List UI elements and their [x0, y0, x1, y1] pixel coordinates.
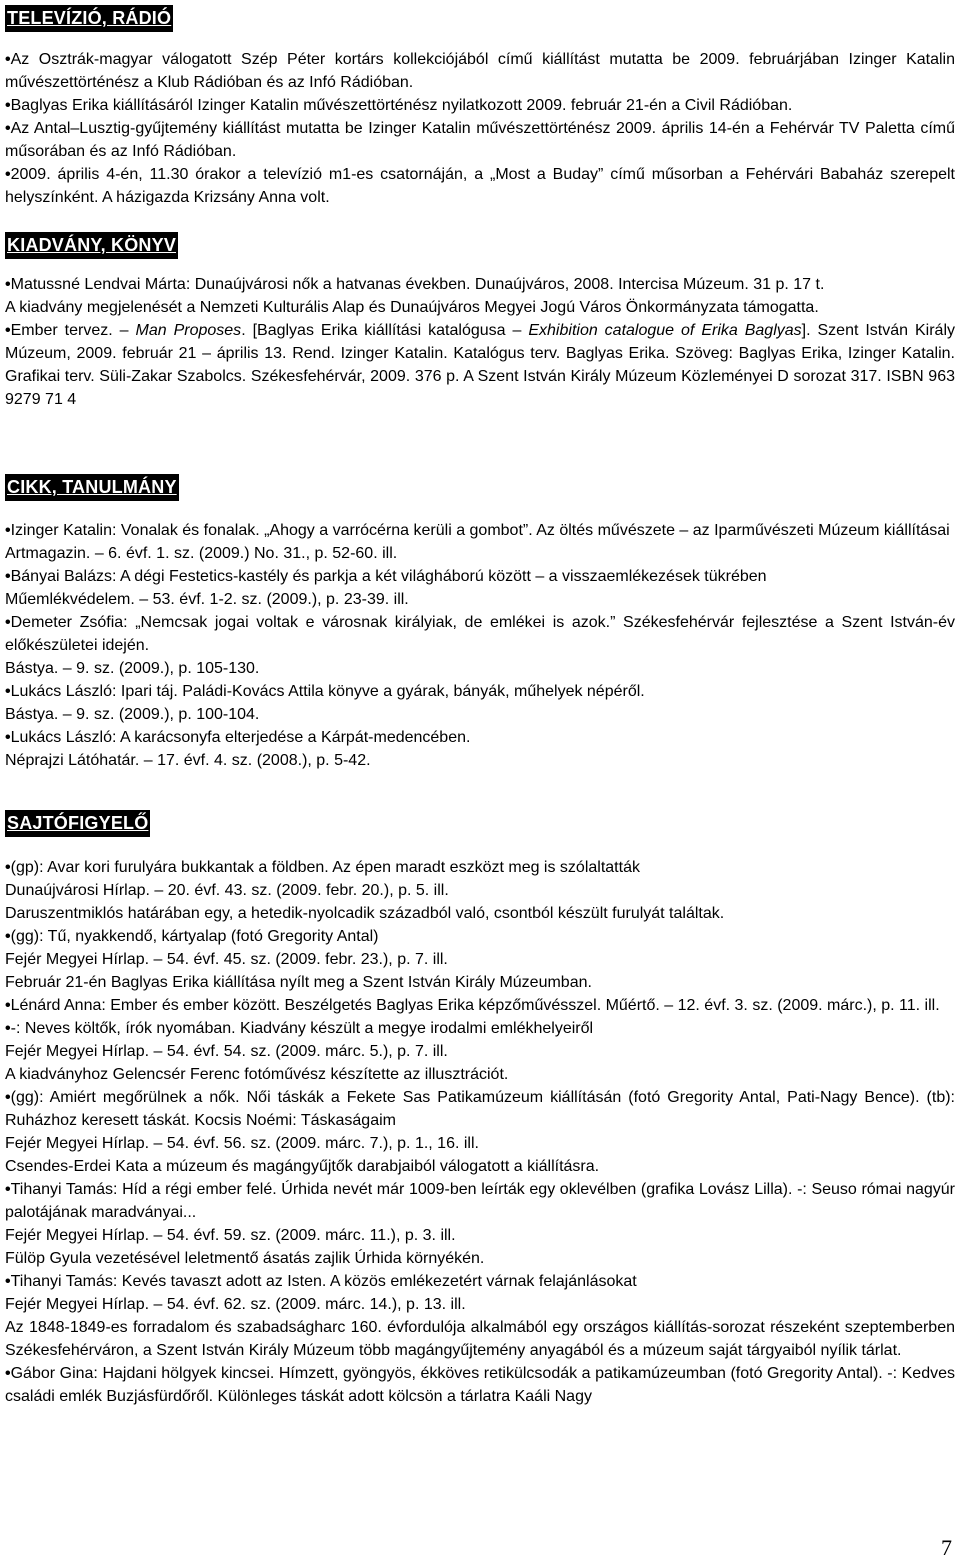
- list-item-detail: Fülöp Gyula vezetésével leletmentő ásatás zajlik Úrhida környékén.: [5, 1250, 485, 1267]
- list-item: • Az Osztrák-magyar válogatott Szép Péter kortárs kollekciójából című kiállítást mutatta be 2009. februárjában Izinger Katalin művészettörténész a Klub Rádióban és az Infó Rádióban.: [5, 48, 955, 94]
- list-item-detail: Dunaújvárosi Hírlap. – 20. évf. 43. sz. (2009. febr. 20.), p. 5. ill.: [5, 882, 449, 899]
- list-item: [5, 319, 955, 411]
- list-item: • Izinger Katalin: Vonalak és fonalak. „Ahogy a varrócérna kerüli a gombot”. Az öltés művészete – az Iparművészeti Múzeum kiállításai: [5, 519, 955, 542]
- publication-list: [5, 273, 955, 411]
- item-text: Ember tervez. –: [10, 322, 136, 339]
- list-item: • -: Neves költők, írók nyomában. Kiadvány készült a megye irodalmi emlékhelyeiről: [5, 1017, 955, 1040]
- list-item-detail: Az 1848-1849-es forradalom és szabadságharc 160. évfordulója alkalmából egy országos kiállítás-sorozat részeként szeptemberben Székesfehérváron, a Szent István Király Múzeum több magángyűjtemény anyagából és a múzeum saját tárgyaiból nyílik tárlat.: [5, 1319, 955, 1359]
- list-item: • Lukács László: A karácsonyfa elterjedése a Kárpát-medencében.: [5, 726, 955, 749]
- section-heading-tv-radio: TELEVÍZIÓ, RÁDIÓ: [5, 5, 173, 32]
- list-item-detail: Február 21-én Baglyas Erika kiállítása nyílt meg a Szent István Király Múzeumban.: [5, 974, 592, 991]
- list-item-detail: Néprajzi Látóhatár. – 17. évf. 4. sz. (2008.), p. 5-42.: [5, 752, 371, 769]
- list-item: • Tihanyi Tamás: Kevés tavaszt adott az Isten. A közös emlékezetért várnak felajánlásokat: [5, 1270, 955, 1293]
- list-item-detail: Csendes-Erdei Kata a múzeum és magángyűjtők darabjaiból válogatott a kiállításra.: [5, 1158, 600, 1175]
- press-list: [5, 856, 955, 1408]
- list-item-note: A kiadvány megjelenését a Nemzeti Kulturális Alap és Dunaújváros Megyei Jogú Város Önkormányzata támogatta.: [5, 299, 819, 316]
- list-item-detail: A kiadványhoz Gelencsér Ferenc fotóművész készítette az illusztrációt.: [5, 1066, 509, 1083]
- list-item: • Baglyas Erika kiállításáról Izinger Katalin művészettörténész nyilatkozott 2009. február 21-én a Civil Rádióban.: [5, 94, 955, 117]
- section-heading-articles: CIKK, TANULMÁNY: [5, 474, 179, 501]
- list-item-detail: Artmagazin. – 6. évf. 1. sz. (2009.) No. 31., p. 52-60. ill.: [5, 545, 398, 562]
- list-item-detail: Fejér Megyei Hírlap. – 54. évf. 56. sz. (2009. márc. 7.), p. 1., 16. ill.: [5, 1135, 479, 1152]
- list-item-detail: Fejér Megyei Hírlap. – 54. évf. 62. sz. (2009. márc. 14.), p. 13. ill.: [5, 1296, 466, 1313]
- list-item: • Lénárd Anna: Ember és ember között. Beszélgetés Baglyas Erika képzőművésszel. Műértő. – 12. évf. 3. sz. (2009. márc.), p. 11. ill.: [5, 994, 955, 1017]
- item-title-italic: Man Proposes: [135, 322, 242, 339]
- list-item: • Tihanyi Tamás: Híd a régi ember felé. Úrhida nevét már 1009-ben leírták egy oklevélben (grafika Lovász Lilla). -: Seuso római nagyúr palotájának maradványai...: [5, 1178, 955, 1224]
- list-item: • (gp): Avar kori furulyára bukkantak a földben. Az épen maradt eszközt meg is szólaltatták: [5, 856, 955, 879]
- list-item: • (gg): Amiért megőrülnek a nők. Női táskák a Fekete Sas Patikamúzeum kiállításán (fotó Gregority Antal, Pati-Nagy Bence). (tb): Ruházhoz keresett táskát. Kocsis Noémi: Táskaságaim: [5, 1086, 955, 1132]
- list-item-detail: Bástya. – 9. sz. (2009.), p. 105-130.: [5, 660, 260, 677]
- item-text: ]. Szent István Király Múzeum, 2009. február 21 – április 13. Rend. Izinger Katalin. Katalógus terv. Baglyas Erika. Szöveg: Baglyas Erika, Izinger Katalin. Grafikai terv. Süli-Zakar Szabolcs. Székesfehérvár, 2009. 376 p. A Szent István Király Múzeum Közleményei D sorozat 317. ISBN 963 9279 71 4: [5, 322, 956, 408]
- list-item: • Az Antal–Lusztig-gyűjtemény kiállítást mutatta be Izinger Katalin művészettörténész 2009. április 14-én a Fehérvár TV Paletta című műsorában és az Infó Rádióban.: [5, 117, 955, 163]
- list-item-detail: Fejér Megyei Hírlap. – 54. évf. 45. sz. (2009. febr. 23.), p. 7. ill.: [5, 951, 448, 968]
- section-heading-press: SAJTÓFIGYELŐ: [5, 810, 150, 837]
- list-item: • (gg): Tű, nyakkendő, kártyalap (fotó Gregority Antal): [5, 925, 955, 948]
- articles-list: [5, 519, 955, 772]
- list-item-detail: Bástya. – 9. sz. (2009.), p. 100-104.: [5, 706, 260, 723]
- list-item: • Gábor Gina: Hajdani hölgyek kincsei. Hímzett, gyöngyös, ékköves retikülcsodák a patikamúzeumban (fotó Gregority Antal). -: Kedves családi emlék Buzjásfürdőről. Különleges táskát adott kölcsön a tárlatra Kaáli Nagy: [5, 1362, 955, 1408]
- list-item: • Matussné Lendvai Márta: Dunaújvárosi nők a hatvanas években. Dunaújváros, 2008. Intercisa Múzeum. 31 p. 17 t.: [5, 273, 955, 296]
- list-item-detail: Fejér Megyei Hírlap. – 54. évf. 59. sz. (2009. márc. 11.), p. 3. ill.: [5, 1227, 456, 1244]
- page-number: 7: [941, 1535, 952, 1560]
- list-item-detail: Műemlékvédelem. – 53. évf. 1-2. sz. (2009.), p. 23-39. ill.: [5, 591, 409, 608]
- list-item: • 2009. április 4-én, 11.30 órakor a televízió m1-es csatornáján, a „Most a Buday” című műsorban a Fehérvári Babaház szerepelt helyszínként. A házigazda Krizsány Anna volt.: [5, 163, 955, 209]
- item-text: . [Baglyas Erika kiállítási katalógusa –: [241, 322, 529, 339]
- list-item: • Bányai Balázs: A dégi Festetics-kastély és parkja a két világháború között – a visszaemlékezések tükrében: [5, 565, 955, 588]
- list-item: • Lukács László: Ipari táj. Paládi-Kovács Attila könyve a gyárak, bányák, műhelyek népéről.: [5, 680, 955, 703]
- item-title-italic: Exhibition catalogue of Erika Baglyas: [528, 322, 802, 339]
- section-heading-publication: KIADVÁNY, KÖNYV: [5, 232, 178, 259]
- list-item-detail: Daruszentmiklós határában egy, a hetedik-nyolcadik századból való, csontból készült furulyát találtak.: [5, 905, 725, 922]
- list-item: • Demeter Zsófia: „Nemcsak jogai voltak e városnak királyiak, de emlékei is azok.” Székesfehérvár fejlesztése a Szent István-év előkészületei idején.: [5, 611, 955, 657]
- tv-radio-list: [5, 48, 955, 209]
- list-item-detail: Fejér Megyei Hírlap. – 54. évf. 54. sz. (2009. márc. 5.), p. 7. ill.: [5, 1043, 448, 1060]
